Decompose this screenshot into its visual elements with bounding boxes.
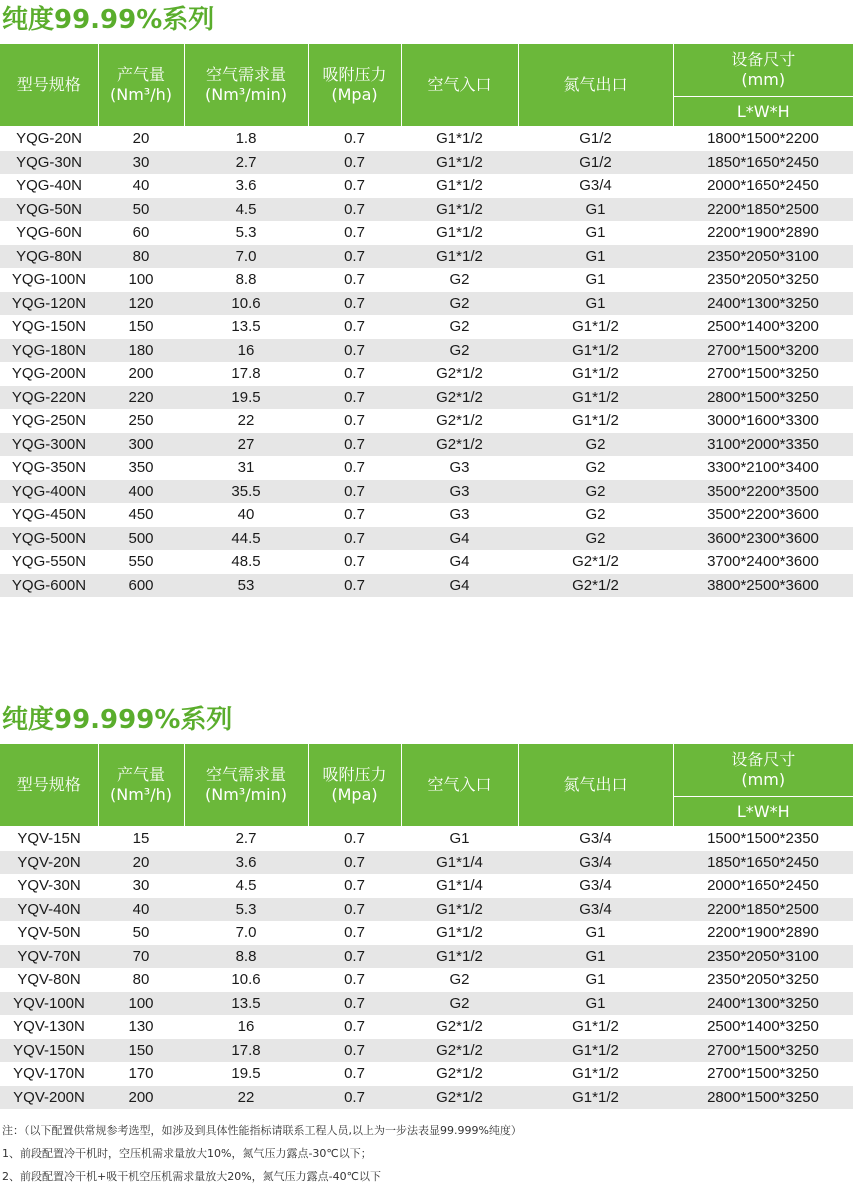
cell-model: YQV-20N	[0, 851, 98, 875]
cell-output: 200	[98, 362, 184, 386]
cell-size: 2350*2050*3100	[673, 245, 853, 269]
cell-output: 40	[98, 174, 184, 198]
cell-model: YQG-550N	[0, 550, 98, 574]
section-title-9999: 纯度99.99%系列	[2, 5, 215, 35]
table-row	[0, 456, 853, 480]
cell-air-inlet: G2*1/2	[401, 433, 518, 457]
cell-size: 2000*1650*2450	[673, 874, 853, 898]
cell-model: YQG-220N	[0, 386, 98, 410]
cell-air-inlet: G4	[401, 550, 518, 574]
cell-air-demand: 19.5	[184, 1062, 308, 1086]
cell-air-inlet: G4	[401, 574, 518, 598]
cell-air-inlet: G2*1/2	[401, 1062, 518, 1086]
footnotes	[2, 1119, 852, 1188]
cell-air-demand: 13.5	[184, 315, 308, 339]
cell-air-inlet: G2	[401, 992, 518, 1016]
cell-model: YQG-600N	[0, 574, 98, 598]
cell-output: 80	[98, 245, 184, 269]
cell-air-demand: 10.6	[184, 968, 308, 992]
section-title-99999: 纯度99.999%系列	[2, 705, 233, 735]
cell-model: YQG-100N	[0, 268, 98, 292]
cell-air-inlet: G4	[401, 527, 518, 551]
cell-air-demand: 53	[184, 574, 308, 598]
cell-pressure: 0.7	[308, 1039, 401, 1063]
cell-air-demand: 16	[184, 339, 308, 363]
cell-size: 1800*1500*2200	[673, 127, 853, 151]
cell-pressure: 0.7	[308, 151, 401, 175]
cell-output: 180	[98, 339, 184, 363]
cell-air-demand: 7.0	[184, 245, 308, 269]
cell-air-inlet: G1*1/2	[401, 945, 518, 969]
cell-output: 80	[98, 968, 184, 992]
cell-size: 2350*2050*3250	[673, 968, 853, 992]
cell-air-inlet: G1	[401, 827, 518, 851]
cell-model: YQV-50N	[0, 921, 98, 945]
cell-pressure: 0.7	[308, 127, 401, 151]
cell-pressure: 0.7	[308, 198, 401, 222]
cell-pressure: 0.7	[308, 456, 401, 480]
cell-air-inlet: G3	[401, 503, 518, 527]
cell-size: 2800*1500*3250	[673, 386, 853, 410]
table-row	[0, 992, 853, 1016]
cell-air-demand: 7.0	[184, 921, 308, 945]
cell-air-inlet: G1*1/4	[401, 874, 518, 898]
cell-size: 3100*2000*3350	[673, 433, 853, 457]
cell-pressure: 0.7	[308, 527, 401, 551]
cell-air-inlet: G1*1/2	[401, 921, 518, 945]
cell-model: YQV-170N	[0, 1062, 98, 1086]
cell-output: 100	[98, 992, 184, 1016]
cell-n2-outlet: G2	[518, 433, 673, 457]
cell-output: 50	[98, 921, 184, 945]
table-row	[0, 174, 853, 198]
cell-n2-outlet: G1	[518, 245, 673, 269]
cell-air-demand: 17.8	[184, 362, 308, 386]
table-row	[0, 574, 853, 598]
cell-pressure: 0.7	[308, 245, 401, 269]
cell-air-inlet: G1*1/2	[401, 221, 518, 245]
cell-air-demand: 8.8	[184, 268, 308, 292]
cell-size: 2350*2050*3250	[673, 268, 853, 292]
cell-n2-outlet: G2	[518, 456, 673, 480]
cell-n2-outlet: G3/4	[518, 851, 673, 875]
table-row	[0, 362, 853, 386]
spec-table-99999	[0, 744, 853, 1109]
cell-output: 150	[98, 315, 184, 339]
cell-air-demand: 19.5	[184, 386, 308, 410]
cell-size: 2350*2050*3100	[673, 945, 853, 969]
cell-air-inlet: G1*1/2	[401, 127, 518, 151]
cell-n2-outlet: G1	[518, 992, 673, 1016]
cell-model: YQG-30N	[0, 151, 98, 175]
header-air-inlet: 空气入口	[401, 744, 518, 827]
cell-air-demand: 16	[184, 1015, 308, 1039]
cell-size: 2400*1300*3250	[673, 292, 853, 316]
cell-size: 3300*2100*3400	[673, 456, 853, 480]
cell-air-inlet: G1*1/2	[401, 174, 518, 198]
cell-size: 2700*1500*3250	[673, 1039, 853, 1063]
cell-pressure: 0.7	[308, 221, 401, 245]
table-row	[0, 527, 853, 551]
cell-air-inlet: G2	[401, 339, 518, 363]
cell-air-demand: 35.5	[184, 480, 308, 504]
cell-air-demand: 3.6	[184, 174, 308, 198]
table-row	[0, 550, 853, 574]
cell-air-demand: 22	[184, 1086, 308, 1110]
cell-model: YQV-15N	[0, 827, 98, 851]
cell-pressure: 0.7	[308, 968, 401, 992]
table-row	[0, 292, 853, 316]
cell-pressure: 0.7	[308, 898, 401, 922]
cell-size: 1850*1650*2450	[673, 151, 853, 175]
cell-air-demand: 4.5	[184, 874, 308, 898]
cell-model: YQG-40N	[0, 174, 98, 198]
header-size-sub: L*W*H	[673, 797, 853, 827]
cell-model: YQV-150N	[0, 1039, 98, 1063]
cell-size: 3600*2300*3600	[673, 527, 853, 551]
header-size-sub: L*W*H	[673, 97, 853, 127]
cell-pressure: 0.7	[308, 339, 401, 363]
cell-output: 500	[98, 527, 184, 551]
table-row	[0, 945, 853, 969]
footnote-intro: 注：（以下配置供常规参考选型，如涉及到具体性能指标请联系工程人员,以上为一步法表显99.999%纯度）	[2, 1124, 522, 1137]
cell-pressure: 0.7	[308, 827, 401, 851]
cell-pressure: 0.7	[308, 480, 401, 504]
table-row	[0, 1062, 853, 1086]
cell-pressure: 0.7	[308, 874, 401, 898]
cell-n2-outlet: G3/4	[518, 174, 673, 198]
cell-n2-outlet: G1*1/2	[518, 1062, 673, 1086]
cell-n2-outlet: G3/4	[518, 898, 673, 922]
cell-air-inlet: G1*1/2	[401, 198, 518, 222]
cell-air-inlet: G2	[401, 292, 518, 316]
cell-model: YQV-130N	[0, 1015, 98, 1039]
cell-air-demand: 48.5	[184, 550, 308, 574]
cell-model: YQG-200N	[0, 362, 98, 386]
cell-air-demand: 8.8	[184, 945, 308, 969]
table-row	[0, 827, 853, 851]
cell-air-demand: 1.8	[184, 127, 308, 151]
cell-output: 100	[98, 268, 184, 292]
cell-output: 30	[98, 151, 184, 175]
table-row	[0, 386, 853, 410]
header-size: 设备尺寸 (mm)	[673, 44, 853, 97]
cell-air-demand: 31	[184, 456, 308, 480]
table-row	[0, 851, 853, 875]
cell-pressure: 0.7	[308, 409, 401, 433]
cell-pressure: 0.7	[308, 1015, 401, 1039]
cell-size: 3500*2200*3600	[673, 503, 853, 527]
cell-pressure: 0.7	[308, 503, 401, 527]
cell-air-inlet: G1*1/4	[401, 851, 518, 875]
header-n2-outlet: 氮气出口	[518, 44, 673, 127]
cell-air-inlet: G2	[401, 968, 518, 992]
cell-pressure: 0.7	[308, 1062, 401, 1086]
cell-pressure: 0.7	[308, 292, 401, 316]
table-row	[0, 1015, 853, 1039]
cell-pressure: 0.7	[308, 574, 401, 598]
cell-air-demand: 5.3	[184, 898, 308, 922]
cell-air-demand: 27	[184, 433, 308, 457]
cell-air-inlet: G1*1/2	[401, 151, 518, 175]
cell-air-demand: 2.7	[184, 151, 308, 175]
header-output: 产气量 (Nm³/h)	[98, 744, 184, 827]
cell-model: YQG-400N	[0, 480, 98, 504]
cell-output: 300	[98, 433, 184, 457]
header-output: 产气量 (Nm³/h)	[98, 44, 184, 127]
cell-model: YQG-50N	[0, 198, 98, 222]
cell-n2-outlet: G1	[518, 268, 673, 292]
cell-air-demand: 10.6	[184, 292, 308, 316]
table-row	[0, 198, 853, 222]
cell-size: 2200*1900*2890	[673, 921, 853, 945]
header-n2-outlet: 氮气出口	[518, 744, 673, 827]
cell-n2-outlet: G1	[518, 292, 673, 316]
cell-size: 1850*1650*2450	[673, 851, 853, 875]
cell-output: 250	[98, 409, 184, 433]
spec-table-9999	[0, 44, 853, 597]
table-row	[0, 921, 853, 945]
cell-n2-outlet: G1/2	[518, 127, 673, 151]
cell-size: 2200*1850*2500	[673, 898, 853, 922]
cell-output: 200	[98, 1086, 184, 1110]
cell-n2-outlet: G3/4	[518, 874, 673, 898]
cell-output: 350	[98, 456, 184, 480]
cell-size: 2700*1500*3200	[673, 339, 853, 363]
cell-model: YQV-40N	[0, 898, 98, 922]
cell-output: 30	[98, 874, 184, 898]
cell-n2-outlet: G1	[518, 945, 673, 969]
header-air-demand: 空气需求量 (Nm³/min)	[184, 744, 308, 827]
cell-output: 170	[98, 1062, 184, 1086]
cell-n2-outlet: G1*1/2	[518, 386, 673, 410]
cell-n2-outlet: G1*1/2	[518, 1015, 673, 1039]
cell-output: 130	[98, 1015, 184, 1039]
table-row	[0, 1039, 853, 1063]
cell-size: 2800*1500*3250	[673, 1086, 853, 1110]
cell-pressure: 0.7	[308, 851, 401, 875]
header-model: 型号规格	[0, 44, 98, 127]
cell-air-inlet: G2	[401, 268, 518, 292]
cell-size: 2700*1500*3250	[673, 1062, 853, 1086]
cell-air-inlet: G2*1/2	[401, 1039, 518, 1063]
cell-size: 2400*1300*3250	[673, 992, 853, 1016]
footnote-2: 2、前段配置冷干机+吸干机空压机需求量放大20%，氮气压力露点-40℃以下	[2, 1170, 381, 1183]
header-pressure: 吸附压力 (Mpa)	[308, 44, 401, 127]
cell-model: YQV-100N	[0, 992, 98, 1016]
cell-model: YQV-70N	[0, 945, 98, 969]
cell-pressure: 0.7	[308, 362, 401, 386]
cell-n2-outlet: G1*1/2	[518, 409, 673, 433]
table-row	[0, 898, 853, 922]
cell-n2-outlet: G1*1/2	[518, 1086, 673, 1110]
cell-output: 450	[98, 503, 184, 527]
cell-air-demand: 22	[184, 409, 308, 433]
cell-model: YQV-30N	[0, 874, 98, 898]
cell-size: 2200*1850*2500	[673, 198, 853, 222]
cell-output: 120	[98, 292, 184, 316]
cell-air-inlet: G1*1/2	[401, 245, 518, 269]
cell-model: YQG-120N	[0, 292, 98, 316]
cell-air-demand: 13.5	[184, 992, 308, 1016]
cell-air-inlet: G1*1/2	[401, 898, 518, 922]
cell-model: YQG-20N	[0, 127, 98, 151]
cell-size: 2500*1400*3200	[673, 315, 853, 339]
table-row	[0, 268, 853, 292]
cell-output: 150	[98, 1039, 184, 1063]
table-row	[0, 127, 853, 151]
cell-n2-outlet: G1	[518, 198, 673, 222]
cell-air-demand: 40	[184, 503, 308, 527]
cell-pressure: 0.7	[308, 1086, 401, 1110]
cell-air-demand: 5.3	[184, 221, 308, 245]
cell-model: YQG-500N	[0, 527, 98, 551]
cell-n2-outlet: G1	[518, 921, 673, 945]
table-row	[0, 151, 853, 175]
cell-air-inlet: G2*1/2	[401, 409, 518, 433]
cell-model: YQG-450N	[0, 503, 98, 527]
table-row	[0, 409, 853, 433]
cell-n2-outlet: G1*1/2	[518, 362, 673, 386]
cell-output: 20	[98, 127, 184, 151]
cell-size: 1500*1500*2350	[673, 827, 853, 851]
cell-air-inlet: G2*1/2	[401, 386, 518, 410]
table-row	[0, 221, 853, 245]
table-row	[0, 315, 853, 339]
cell-size: 2500*1400*3250	[673, 1015, 853, 1039]
cell-n2-outlet: G1	[518, 221, 673, 245]
table-row	[0, 968, 853, 992]
cell-pressure: 0.7	[308, 315, 401, 339]
cell-air-inlet: G3	[401, 456, 518, 480]
cell-output: 20	[98, 851, 184, 875]
cell-model: YQV-200N	[0, 1086, 98, 1110]
table-row	[0, 245, 853, 269]
cell-air-inlet: G2	[401, 315, 518, 339]
cell-output: 600	[98, 574, 184, 598]
header-air-inlet: 空气入口	[401, 44, 518, 127]
cell-size: 3500*2200*3500	[673, 480, 853, 504]
cell-air-inlet: G2*1/2	[401, 1086, 518, 1110]
cell-n2-outlet: G1*1/2	[518, 315, 673, 339]
cell-pressure: 0.7	[308, 268, 401, 292]
cell-pressure: 0.7	[308, 921, 401, 945]
cell-model: YQV-80N	[0, 968, 98, 992]
table-row	[0, 874, 853, 898]
cell-size: 2200*1900*2890	[673, 221, 853, 245]
cell-model: YQG-150N	[0, 315, 98, 339]
cell-n2-outlet: G2	[518, 480, 673, 504]
cell-output: 60	[98, 221, 184, 245]
table-row	[0, 480, 853, 504]
cell-n2-outlet: G2	[518, 527, 673, 551]
cell-air-inlet: G2*1/2	[401, 362, 518, 386]
cell-size: 2000*1650*2450	[673, 174, 853, 198]
cell-output: 15	[98, 827, 184, 851]
cell-output: 50	[98, 198, 184, 222]
cell-n2-outlet: G1*1/2	[518, 339, 673, 363]
cell-pressure: 0.7	[308, 550, 401, 574]
header-pressure: 吸附压力 (Mpa)	[308, 744, 401, 827]
table-row	[0, 433, 853, 457]
table-row	[0, 1086, 853, 1110]
cell-air-demand: 2.7	[184, 827, 308, 851]
header-model: 型号规格	[0, 744, 98, 827]
cell-pressure: 0.7	[308, 174, 401, 198]
cell-n2-outlet: G1/2	[518, 151, 673, 175]
cell-n2-outlet: G1	[518, 968, 673, 992]
cell-air-demand: 3.6	[184, 851, 308, 875]
cell-size: 2700*1500*3250	[673, 362, 853, 386]
cell-size: 3000*1600*3300	[673, 409, 853, 433]
footnote-1: 1、前段配置冷干机时，空压机需求量放大10%，氮气压力露点-30℃以下；	[2, 1147, 372, 1160]
cell-model: YQG-250N	[0, 409, 98, 433]
header-size: 设备尺寸 (mm)	[673, 744, 853, 797]
cell-model: YQG-350N	[0, 456, 98, 480]
cell-output: 400	[98, 480, 184, 504]
cell-size: 3700*2400*3600	[673, 550, 853, 574]
cell-output: 550	[98, 550, 184, 574]
cell-size: 3800*2500*3600	[673, 574, 853, 598]
cell-pressure: 0.7	[308, 945, 401, 969]
cell-output: 70	[98, 945, 184, 969]
header-air-demand: 空气需求量 (Nm³/min)	[184, 44, 308, 127]
cell-model: YQG-80N	[0, 245, 98, 269]
cell-n2-outlet: G3/4	[518, 827, 673, 851]
cell-output: 220	[98, 386, 184, 410]
cell-air-demand: 17.8	[184, 1039, 308, 1063]
cell-model: YQG-60N	[0, 221, 98, 245]
cell-n2-outlet: G2*1/2	[518, 574, 673, 598]
cell-pressure: 0.7	[308, 433, 401, 457]
cell-n2-outlet: G2*1/2	[518, 550, 673, 574]
cell-air-demand: 44.5	[184, 527, 308, 551]
cell-output: 40	[98, 898, 184, 922]
cell-n2-outlet: G2	[518, 503, 673, 527]
cell-air-inlet: G3	[401, 480, 518, 504]
cell-n2-outlet: G1*1/2	[518, 1039, 673, 1063]
table-row	[0, 339, 853, 363]
table-row	[0, 503, 853, 527]
cell-air-inlet: G2*1/2	[401, 1015, 518, 1039]
cell-air-demand: 4.5	[184, 198, 308, 222]
cell-model: YQG-180N	[0, 339, 98, 363]
cell-model: YQG-300N	[0, 433, 98, 457]
cell-pressure: 0.7	[308, 992, 401, 1016]
cell-pressure: 0.7	[308, 386, 401, 410]
